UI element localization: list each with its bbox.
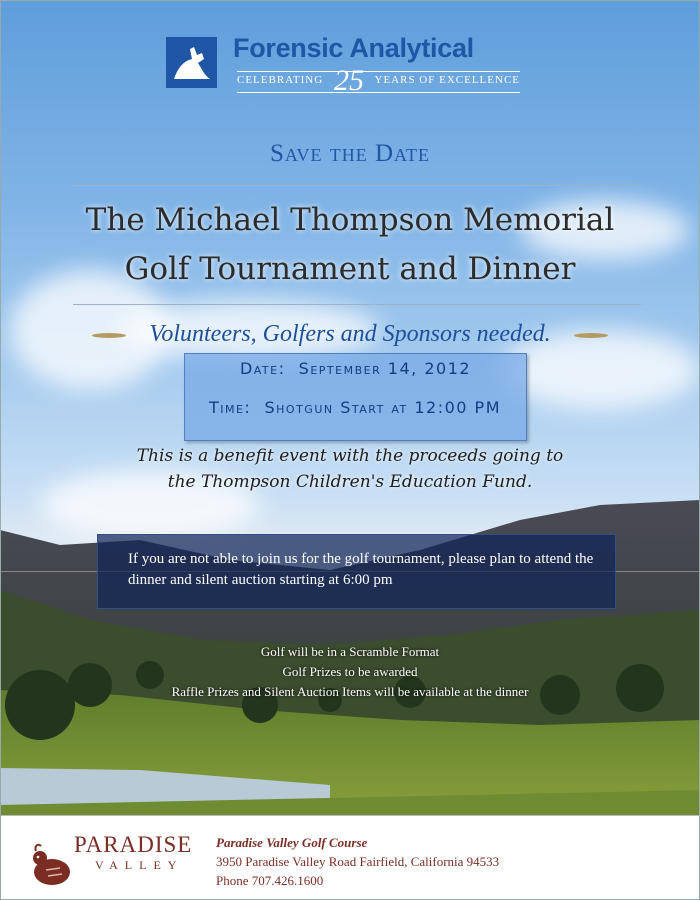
time-value: Shotgun Start at 12:00 PM — [264, 398, 502, 417]
flourish-right-icon — [574, 333, 608, 338]
note-item: Raffle Prizes and Silent Auction Items will be available at the dinner — [171, 684, 529, 699]
venue-logo-name: PARADISE — [74, 832, 193, 857]
event-title-line: Golf Tournament and Dinner — [124, 251, 576, 287]
volunteers-needed: Volunteers, Golfers and Sponsors needed. — [149, 321, 551, 347]
venue-phone: Phone 707.426.1600 — [216, 873, 324, 888]
dinner-notice: If you are not able to join us for the golf tournament, please plan to attend the dinner and silent auction starting at 6:00 pm — [128, 551, 594, 588]
time-label: Time: — [208, 398, 252, 417]
venue-details — [216, 833, 499, 890]
note-item: Golf Prizes to be awarded — [282, 664, 418, 679]
benefit-line: the Thompson Children's Education Fund. — [167, 472, 533, 492]
venue-address: 3950 Paradise Valley Road Fairfield, California 94533 — [216, 854, 500, 869]
save-the-date-heading: Save the Date — [269, 140, 431, 167]
date-value: September 14, 2012 — [298, 359, 472, 378]
dinner-notice-box — [97, 534, 616, 609]
tagline-left: CELEBRATING — [237, 74, 324, 86]
kangaroo-logo-icon — [166, 37, 217, 88]
venue-logo-sub: VALLEY — [95, 858, 184, 872]
tagline-right: YEARS OF EXCELLENCE — [374, 74, 520, 86]
paradise-valley-logo — [22, 832, 193, 887]
date-label: Date: — [239, 359, 286, 378]
divider — [73, 185, 641, 186]
quail-icon — [26, 842, 74, 890]
benefit-statement — [0, 443, 700, 495]
company-tagline — [237, 64, 520, 97]
venue-name: Paradise Valley Golf Course — [216, 835, 368, 850]
tagline-number: 25 — [334, 64, 364, 97]
event-title — [0, 196, 700, 294]
event-date — [185, 359, 526, 378]
event-title-line: The Michael Thompson Memorial — [85, 202, 615, 238]
divider — [73, 304, 641, 305]
date-time-box — [184, 353, 527, 441]
event-time — [205, 397, 505, 419]
note-item: Golf will be in a Scramble Format — [260, 644, 440, 659]
company-name: Forensic Analytical — [233, 33, 474, 63]
event-notes — [0, 642, 700, 702]
benefit-line: This is a benefit event with the proceeds going to — [136, 446, 564, 466]
